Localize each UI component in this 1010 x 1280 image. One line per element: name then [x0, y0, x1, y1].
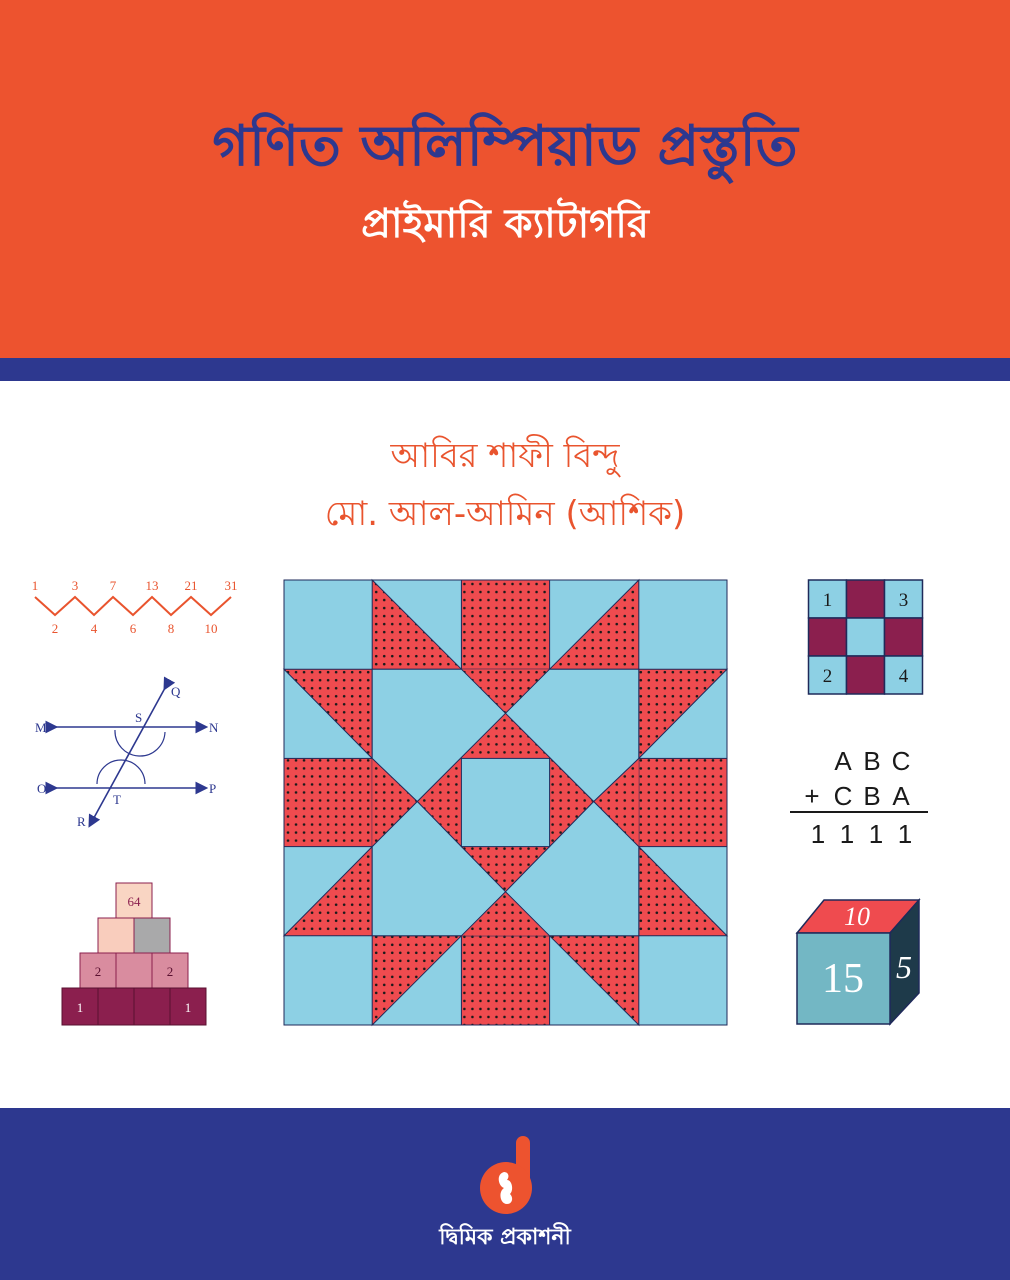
pyramid-number: 2 — [94, 964, 102, 979]
cube-front-number: 15 — [822, 956, 864, 1002]
pyramid-number: 1 — [184, 1000, 192, 1015]
publisher-logo-icon — [474, 1136, 538, 1214]
author-name-1: আবির শাফী বিন্দু — [390, 436, 620, 476]
addition-puzzle — [790, 740, 930, 850]
zigzag-top-number: 21 — [184, 578, 198, 593]
zigzag-top-number: 13 — [145, 578, 159, 593]
grid-number: 3 — [898, 590, 909, 611]
addend-letter: A — [892, 781, 910, 811]
zigzag-top-number: 31 — [224, 578, 238, 593]
plus-sign: + — [804, 781, 820, 811]
zigzag-bottom-number: 4 — [90, 621, 98, 636]
label-q: Q — [171, 684, 181, 699]
pyramid-number: 1 — [76, 1000, 84, 1015]
angle-arc — [97, 760, 145, 784]
central-quilt-pattern — [284, 580, 727, 1025]
sum-digit: 1 — [897, 819, 913, 849]
grid-number: 2 — [822, 666, 833, 687]
publisher-name: দ্বিমিক প্রকাশনী — [439, 1225, 571, 1250]
number-pyramid — [62, 882, 208, 1027]
quilt-dotted-square — [284, 758, 372, 846]
label-o: O — [37, 781, 47, 796]
quilt-dotted-square — [461, 936, 549, 1025]
grid-number: 1 — [822, 590, 833, 611]
grid-cell — [885, 618, 923, 656]
cube-top-number: 10 — [844, 902, 870, 931]
checker-grid-3x3 — [808, 580, 923, 694]
addend-letter: C — [891, 746, 911, 776]
pyramid-block — [98, 988, 134, 1025]
pyramid-block — [98, 918, 134, 953]
addend-letter: B — [863, 781, 881, 811]
zigzag-bottom-number: 2 — [51, 621, 59, 636]
blue-divider-strip — [0, 358, 1010, 381]
sum-digit: 1 — [839, 819, 855, 849]
zigzag-line — [35, 597, 231, 615]
pyramid-block — [134, 988, 170, 1025]
cube-side-number: 5 — [896, 949, 912, 985]
label-s: S — [135, 710, 143, 725]
label-p: P — [209, 781, 217, 796]
pyramid-block — [134, 918, 170, 953]
transversal-qr — [90, 688, 165, 825]
label-t: T — [113, 792, 121, 807]
quilt-dotted-square — [461, 580, 549, 669]
label-r: R — [77, 814, 86, 829]
pyramid-number: 2 — [166, 964, 174, 979]
zigzag-bottom-number: 6 — [129, 621, 137, 636]
quilt-dotted-square — [639, 758, 727, 846]
zigzag-sequence-figure — [25, 575, 240, 640]
grid-number: 4 — [898, 666, 909, 687]
grid-cell — [847, 618, 885, 656]
grid-cell — [809, 618, 847, 656]
label-m: M — [35, 720, 47, 735]
addend-letter: B — [863, 746, 881, 776]
sum-digit: 1 — [810, 819, 826, 849]
zigzag-bottom-number: 10 — [204, 621, 218, 636]
author-name-2: মো. আল-আমিন (আশিক) — [324, 494, 686, 534]
grid-cell — [847, 656, 885, 694]
book-title: গণিত অলিম্পিয়াড প্রস্তুতি — [212, 114, 798, 179]
pyramid-block — [116, 953, 152, 988]
book-subtitle: প্রাইমারি ক্যাটাগরি — [361, 201, 649, 247]
addend-letter: A — [834, 746, 852, 776]
pyramid-top-number: 64 — [127, 894, 141, 909]
number-cube — [795, 898, 921, 1026]
zigzag-top-number: 3 — [71, 578, 79, 593]
sum-digit: 1 — [868, 819, 884, 849]
grid-cell — [847, 580, 885, 618]
quilt-center-square — [461, 758, 549, 846]
zigzag-bottom-number: 8 — [167, 621, 175, 636]
label-n: N — [209, 720, 219, 735]
zigzag-top-number: 7 — [109, 578, 117, 593]
parallel-lines-diagram — [25, 680, 230, 830]
addend-letter: C — [833, 781, 853, 811]
zigzag-top-number: 1 — [31, 578, 39, 593]
